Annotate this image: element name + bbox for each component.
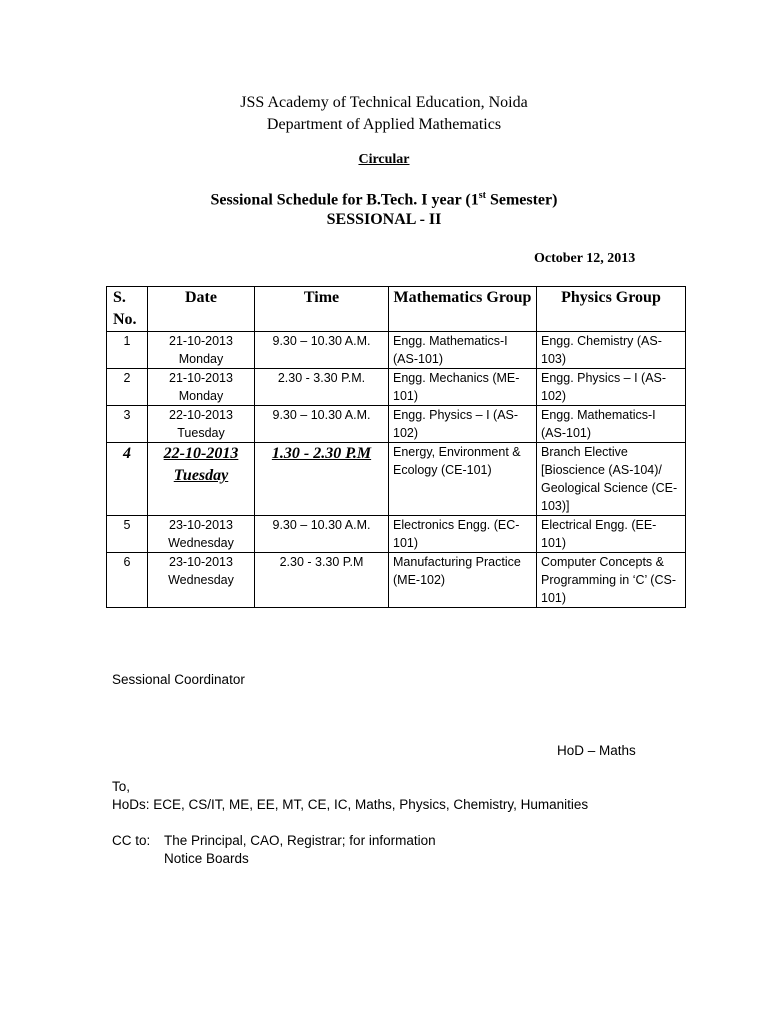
recipient-to: To,	[112, 779, 131, 794]
table-row	[107, 553, 686, 608]
notice-boards: Notice Boards	[164, 851, 249, 866]
cell-physics: Computer Concepts & Programming in ‘C’ (CS-101)	[537, 553, 686, 608]
day-value: Wednesday	[168, 573, 234, 587]
date-value: 22-10-2013	[163, 445, 239, 462]
cc-label: CC to:	[112, 833, 151, 848]
table-row	[107, 332, 686, 369]
cell-physics: Engg. Mathematics-I (AS-101)	[537, 406, 686, 443]
department-name: Department of Applied Mathematics	[266, 116, 502, 133]
sessional-label: SESSIONAL - II	[326, 211, 442, 228]
cell-time: 9.30 – 10.30 A.M.	[255, 516, 389, 553]
cell-sno: 2	[107, 369, 148, 406]
day-value: Wednesday	[168, 536, 234, 550]
time-value: 1.30 - 2.30 P.M	[271, 445, 372, 462]
title-main: Sessional Schedule for B.Tech. I year (1	[210, 191, 479, 209]
table-row	[107, 406, 686, 443]
header-math-group: Mathematics Group	[389, 287, 537, 332]
cell-date	[148, 332, 255, 369]
day-value: Tuesday	[177, 426, 225, 440]
cell-physics: Engg. Chemistry (AS-103)	[537, 332, 686, 369]
date-value: 22-10-2013	[169, 408, 233, 422]
cell-date	[148, 369, 255, 406]
cell-time: 9.30 – 10.30 A.M.	[255, 406, 389, 443]
date-value: 23-10-2013	[169, 555, 233, 569]
day-value: Tuesday	[173, 467, 229, 484]
cell-math: Electronics Engg. (EC-101)	[389, 516, 537, 553]
cell-sno: 5	[107, 516, 148, 553]
cell-sno: 3	[107, 406, 148, 443]
cell-time	[255, 443, 389, 516]
cell-sno: 4	[107, 443, 148, 516]
header-sno: S. No.	[107, 287, 148, 332]
cell-date	[148, 516, 255, 553]
date-value: 21-10-2013	[169, 371, 233, 385]
table-row	[107, 516, 686, 553]
recipient-hods: HoDs: ECE, CS/IT, ME, EE, MT, CE, IC, Maths, Physics, Chemistry, Humanities	[112, 797, 589, 812]
cell-physics: Electrical Engg. (EE-101)	[537, 516, 686, 553]
cell-math: Energy, Environment & Ecology (CE-101)	[389, 443, 537, 516]
cell-date	[148, 553, 255, 608]
sessional-coordinator-signature: Sessional Coordinator	[112, 672, 245, 687]
table-row	[107, 369, 686, 406]
circular-heading: Circular	[358, 152, 410, 167]
cc-text: The Principal, CAO, Registrar; for information	[164, 833, 436, 848]
cc-line	[112, 833, 436, 848]
circular-date: October 12, 2013	[534, 251, 636, 266]
cell-sno: 1	[107, 332, 148, 369]
cell-math: Manufacturing Practice (ME-102)	[389, 553, 537, 608]
table-header-row	[107, 287, 686, 332]
header-time: Time	[255, 287, 389, 332]
schedule-table	[106, 286, 686, 608]
date-value: 23-10-2013	[169, 518, 233, 532]
cell-math: Engg. Physics – I (AS-102)	[389, 406, 537, 443]
cell-physics: Engg. Physics – I (AS-102)	[537, 369, 686, 406]
cell-math: Engg. Mechanics (ME-101)	[389, 369, 537, 406]
cell-sno: 6	[107, 553, 148, 608]
title-tail: Semester)	[485, 191, 558, 209]
hod-signature: HoD – Maths	[557, 743, 636, 758]
cell-time: 2.30 - 3.30 P.M	[255, 553, 389, 608]
day-value: Monday	[178, 389, 224, 403]
cell-time: 2.30 - 3.30 P.M.	[255, 369, 389, 406]
cell-physics: Branch Elective [Bioscience (AS-104)/ Geological Science (CE-103)]	[537, 443, 686, 516]
cell-math: Engg. Mathematics-I (AS-101)	[389, 332, 537, 369]
day-value: Monday	[178, 352, 224, 366]
date-value: 21-10-2013	[169, 334, 233, 348]
institution-name: JSS Academy of Technical Education, Noida	[240, 94, 528, 111]
cell-time: 9.30 – 10.30 A.M.	[255, 332, 389, 369]
schedule-title	[0, 190, 768, 209]
table-row-highlighted	[107, 443, 686, 516]
cell-date	[148, 406, 255, 443]
cell-date	[148, 443, 255, 516]
title-superscript: st	[478, 190, 486, 201]
header-physics-group: Physics Group	[537, 287, 686, 332]
header-date: Date	[148, 287, 255, 332]
